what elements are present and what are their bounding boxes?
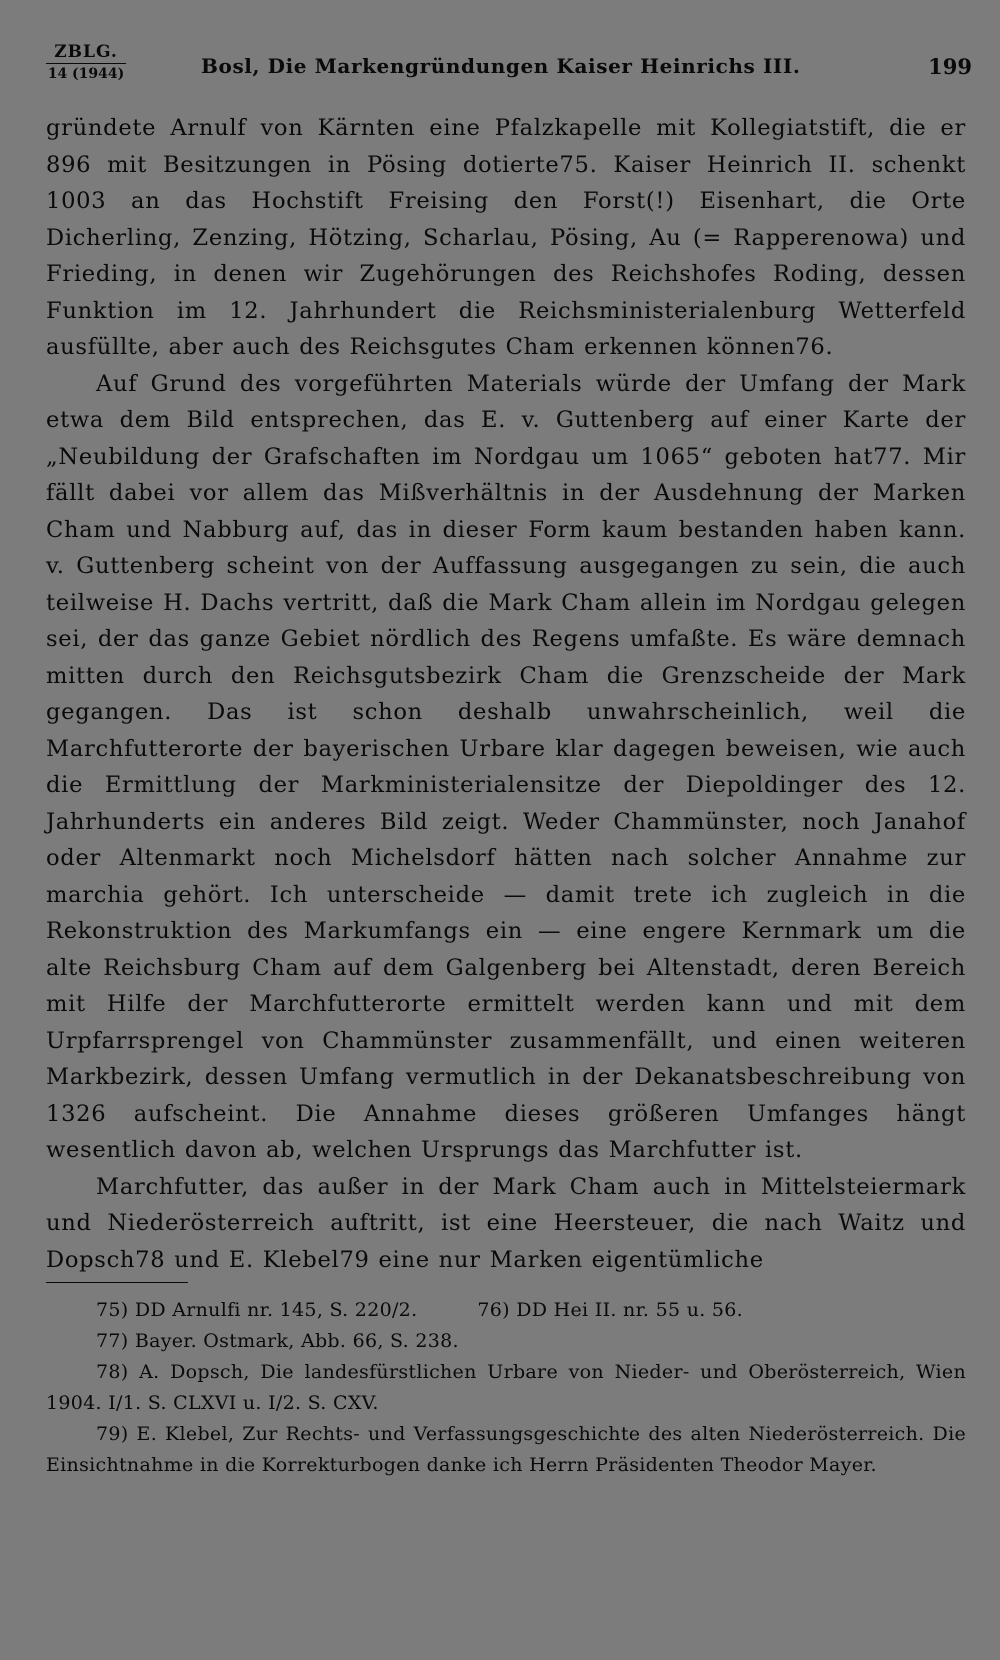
footnote-75: 75) DD Arnulfi nr. 145, S. 220/2. <box>96 1299 418 1321</box>
journal-reference <box>46 44 126 81</box>
footnote-76: 76) DD Hei II. nr. 55 u. 56. <box>477 1299 744 1321</box>
paragraph-1: gründete Arnulf von Kärnten eine Pfalzkapelle mit Kollegiatstift, die er 896 mit Besitzungen in Pösing dotierte75. Kaiser Heinrich II. schenkt 1003 an das Hochstift Freising den Forst(!) Eisenhart, die Orte Dicherling, Zenzing, Hötzing, Scharlau, Pösing, Au (= Rapperenowa) und Frieding, in denen wir Zugehörungen des Reichshofes Roding, dessen Funktion im 12. Jahrhundert die Reichsministerialenburg Wetterfeld ausfüllte, aber auch des Reichsgutes Cham erkennen können76. <box>46 115 966 360</box>
footnote-78: 78) A. Dopsch, Die landesfürstlichen Urbare von Nieder- und Oberösterreich, Wien 1904. I/1. S. CLXVI u. I/2. S. CXV. <box>46 1361 966 1414</box>
paragraph-3: Marchfutter, das außer in der Mark Cham auch in Mittelsteiermark und Niederösterreich auftritt, ist eine Heersteuer, die nach Waitz und Dopsch78 und E. Klebel79 eine nur Marken eigentümliche <box>46 1173 966 1273</box>
page-header <box>46 42 972 96</box>
footnote-separator <box>46 1282 188 1283</box>
running-title: Bosl, Die Markengründungen Kaiser Heinrichs III. <box>201 54 801 78</box>
paragraph-2: Auf Grund des vorgeführten Materials würde der Umfang der Mark etwa dem Bild entsprechen, das E. v. Guttenberg auf einer Karte der „Neubildung der Grafschaften im Nordgau um 1065“ geboten hat77. Mir fällt dabei vor allem das Mißverhältnis in der Ausdehnung der Marken Cham und Nabburg auf, das in dieser Form kaum bestanden haben kann. v. Guttenberg scheint von der Auffassung ausgegangen zu sein, die auch teilweise H. Dachs vertritt, daß die Mark Cham allein im Nordgau gelegen sei, der das ganze Gebiet nördlich des Regens umfaßte. Es wäre demnach mitten durch den Reichsgutsbezirk Cham die Grenzscheide der Mark gegangen. Das ist schon deshalb unwahrscheinlich, weil die Marchfutterorte der bayerischen Urbare klar dagegen beweisen, wie auch die Ermittlung der Markministerialensitze der Diepoldinger des 12. Jahrhunderts ein anderes Bild zeigt. Weder Chammünster, noch Janahof oder Altenmarkt noch Michelsdorf hätten nach solcher Annahme zur marchia gehört. Ich unterscheide — damit trete ich zugleich in die Rekonstruktion des Markumfangs ein — eine engere Kernmark um die alte Reichsburg Cham auf dem Galgenberg bei Altenstadt, deren Bereich mit Hilfe der Marchfutterorte ermittelt werden kann und mit dem Urpfarrsprengel von Chammünster zusammenfällt, und einen weiteren Markbezirk, dessen Umfang vermutlich in der Dekanatsbeschreibung von 1326 aufscheint. Die Annahme dieses größeren Umfanges hängt wesentlich davon ab, welchen Ursprungs das Marchfutter ist. <box>46 370 966 1163</box>
journal-abbreviation: ZBLG. <box>46 44 126 64</box>
main-text <box>46 110 966 1278</box>
journal-volume: 14 (1944) <box>47 66 125 82</box>
book-page <box>46 42 972 1481</box>
footnote-79: 79) E. Klebel, Zur Rechts- und Verfassungsgeschichte des alten Niederösterreich. Die Einsichtnahme in die Korrekturbogen danke ich Herrn Präsidenten Theodor Mayer. <box>46 1423 966 1476</box>
page-number: 199 <box>928 54 972 79</box>
footnote-row-75-76 <box>46 1295 966 1326</box>
footnotes <box>46 1295 966 1481</box>
footnote-77: 77) Bayer. Ostmark, Abb. 66, S. 238. <box>96 1330 459 1352</box>
